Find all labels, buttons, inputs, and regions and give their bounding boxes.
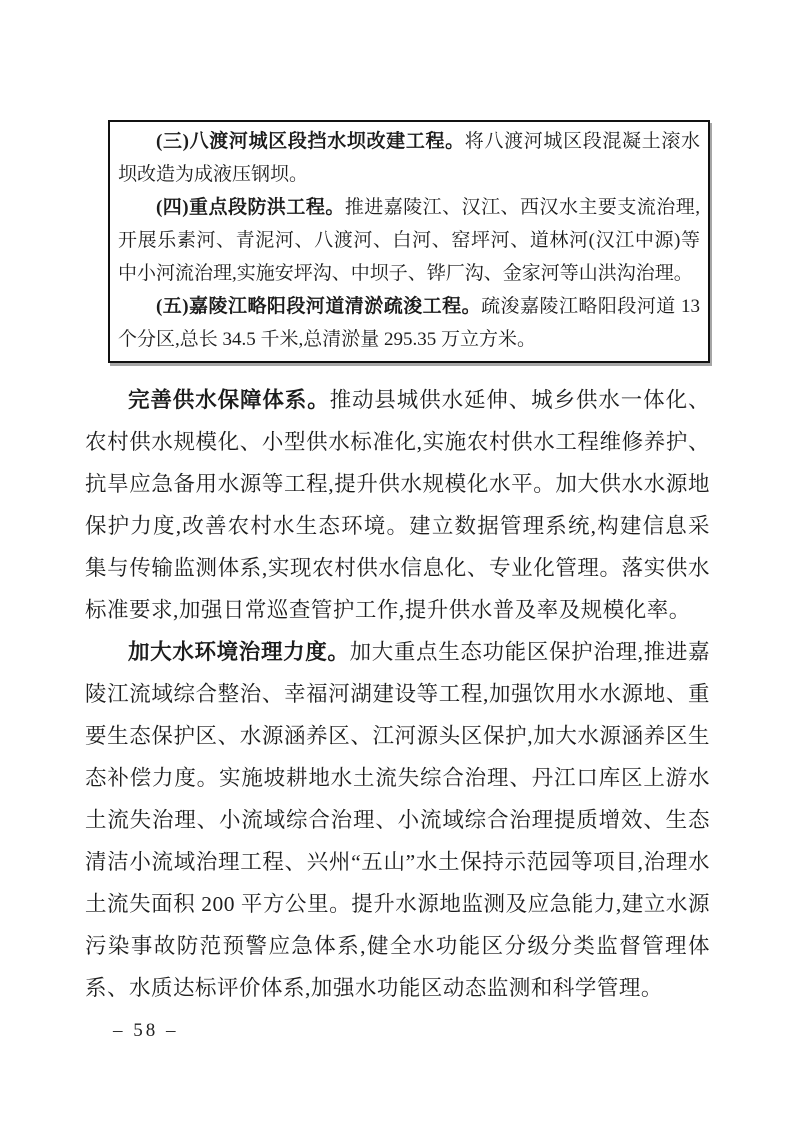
- body-paragraph: [85, 631, 710, 1009]
- box-paragraph: [118, 125, 700, 191]
- paragraph-body: 推动县城供水延伸、城乡供水一体化、农村供水规模化、小型供水标准化,实施农村供水工程维修养护、抗旱应急备用水源等工程,提升供水规模化水平。加大供水水源地保护力度,改善农村水生态环境。建立数据管理系统,构建信息采集与传输监测体系,实现农村供水信息化、专业化管理。落实供水标准要求,加强日常巡查管护工作,提升供水普及率及规模化率。: [85, 388, 710, 622]
- document-body: [85, 379, 710, 1009]
- highlight-box: [108, 120, 710, 363]
- paragraph-body: 将八渡河城区段混凝土滚水坝改造为成液压钢坝。: [118, 131, 700, 185]
- paragraph-body: 加大重点生态功能区保护治理,推进嘉陵江流域综合整治、幸福河湖建设等工程,加强饮用水水源地、重要生态保护区、水源涵养区、江河源头区保护,加大水源涵养区生态补偿力度。实施坡耕地水土流失综合治理、丹江口库区上游水土流失治理、小流域综合治理、小流域综合治理提质增效、生态清洁小流域治理工程、兴州“五山”水土保持示范园等项目,治理水土流失面积 200 平方公里。提升水源地监测及应急能力,建立水源污染事故防范预警应急体系,健全水功能区分级分类监督管理体系、水质达标评价体系,加强水功能区动态监测和科学管理。: [85, 640, 710, 1000]
- paragraph-lead: (五)嘉陵江略阳段河道清淤疏浚工程。: [156, 296, 482, 317]
- paragraph-body: 疏浚嘉陵江略阳段河道 13 个分区,总长 34.5 千米,总清淤量 295.35 万立方米。: [118, 296, 700, 350]
- paragraph-lead: 加大水环境治理力度。: [128, 640, 350, 664]
- paragraph-body: 推进嘉陵江、汉江、西汉水主要支流治理,开展乐素河、青泥河、八渡河、白河、窑坪河、道林河(汉江中源)等中小河流治理,实施安坪沟、中坝子、铧厂沟、金家河等山洪沟治理。: [118, 197, 700, 284]
- paragraph-lead: (三)八渡河城区段挡水坝改建工程。: [156, 131, 465, 152]
- box-paragraph: [118, 191, 700, 290]
- box-paragraph: [118, 290, 700, 356]
- paragraph-lead: (四)重点段防洪工程。: [156, 197, 345, 218]
- body-paragraph: [85, 379, 710, 631]
- page-number: – 58 –: [113, 1020, 179, 1041]
- paragraph-lead: 完善供水保障体系。: [128, 388, 330, 412]
